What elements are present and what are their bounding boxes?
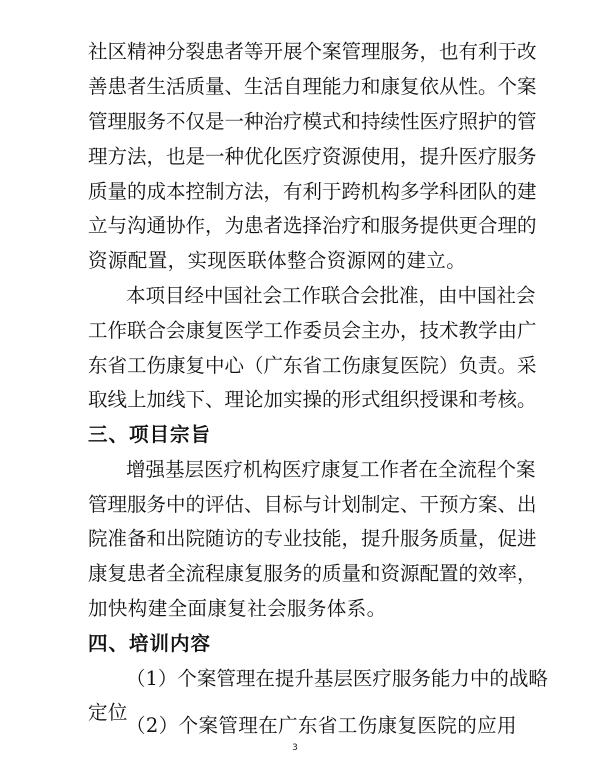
paragraph-line: 增强基层医疗机构医疗康复工作者在全流程个案 [126, 458, 536, 481]
list-item: （2）个案管理在广东省工伤康复医院的应用 [126, 714, 517, 737]
section-heading: 四、培训内容 [88, 632, 212, 655]
paragraph-line: 善患者生活质量、生活自理能力和康复依从性。个案 [88, 75, 537, 98]
paragraph-line: 立与沟通协作，为患者选择治疗和服务提供更合理的 [88, 214, 537, 237]
paragraph-line: 管理服务不仅是一种治疗模式和持续性医疗照护的管 [88, 110, 537, 133]
paragraph-line: 质量的成本控制方法，有利于跨机构多学科团队的建 [88, 180, 537, 203]
paragraph-line: 康复患者全流程康复服务的质量和资源配置的效率， [88, 562, 537, 585]
list-item: （1）个案管理在提升基层医疗服务能力中的战略 [126, 667, 548, 690]
paragraph-line: 东省工伤康复中心（广东省工伤康复医院）负责。采 [88, 354, 537, 377]
paragraph-line: 管理服务中的评估、目标与计划制定、干预方案、出 [88, 493, 537, 516]
list-item-continuation: 定位 [88, 701, 128, 724]
paragraph-line: 工作联合会康复医学工作委员会主办，技术教学由广 [88, 319, 537, 342]
paragraph-line: 取线上加线下、理论加实操的形式组织授课和考核。 [88, 388, 537, 411]
paragraph-line: 社区精神分裂患者等开展个案管理服务，也有利于改 [88, 40, 537, 63]
paragraph-line: 资源配置，实现医联体整合资源网的建立。 [88, 249, 467, 272]
paragraph-line: 院准备和出院随访的专业技能，提升服务质量，促进 [88, 527, 537, 550]
paragraph-line: 加快构建全面康复社会服务体系。 [88, 597, 387, 620]
page-number: 3 [292, 743, 298, 753]
paragraph-line: 理方法，也是一种优化医疗资源使用，提升医疗服务 [88, 145, 537, 168]
paragraph-line: 本项目经中国社会工作联合会批准，由中国社会 [126, 284, 536, 307]
section-heading: 三、项目宗旨 [88, 423, 212, 446]
